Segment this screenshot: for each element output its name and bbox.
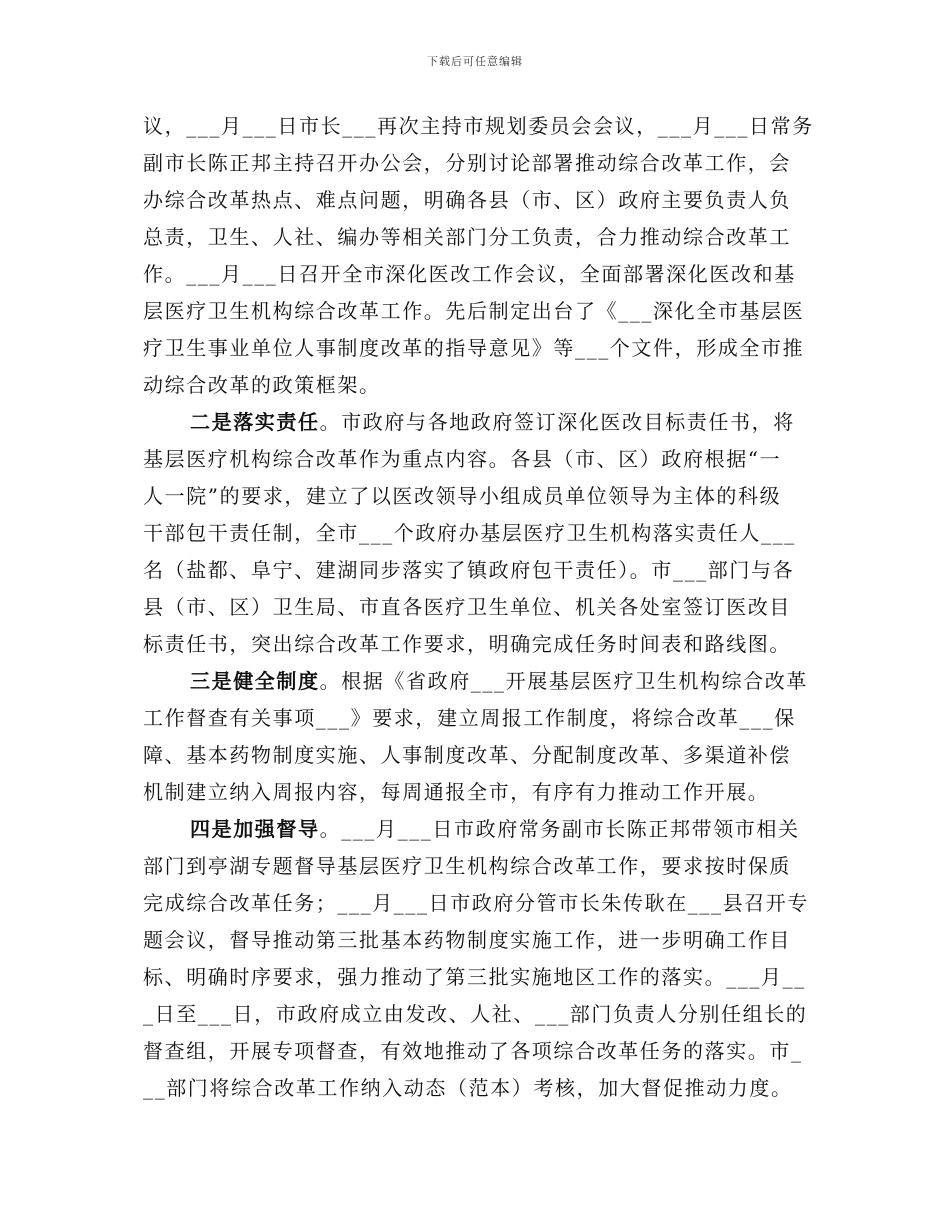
text-line <box>143 1033 813 1070</box>
page-header: 下载后可任意编辑 <box>427 55 523 68</box>
text-line <box>143 774 813 811</box>
line-text: 层医疗卫生机构综合改革工作。先后制定出台了《___深化全市基层医 <box>143 299 805 323</box>
text-line <box>143 367 813 404</box>
line-text: 疗卫生事业单位人事制度改革的指导意见》等___个文件，形成全市推 <box>143 336 805 360</box>
line-text: 。___月___日市政府常务副市长陈正邦带领市相关 <box>319 817 800 841</box>
line-text: __部门将综合改革工作纳入动态（范本）考核，加大督促推动力度。 <box>143 1076 793 1100</box>
line-text: 人一院”的要求，建立了以医改领导小组成员单位领导为主体的科级 <box>143 484 782 508</box>
text-line <box>143 848 813 885</box>
text-line <box>143 811 813 848</box>
line-text: 副市长陈正邦主持召开办公会，分别讨论部署推动综合改革工作，会 <box>143 151 791 175</box>
line-text: 。市政府与各地政府签订深化医改目标责任书，将 <box>319 410 795 434</box>
paragraph <box>143 663 813 811</box>
text-line <box>143 589 813 626</box>
text-line <box>143 108 813 145</box>
text-line <box>143 515 813 552</box>
line-text: 障、基本药物制度实施、人事制度改革、分配制度改革、多渠道补偿 <box>143 743 791 767</box>
text-line <box>143 145 813 182</box>
text-line <box>143 404 813 441</box>
line-text: 县（市、区）卫生局、市直各医疗卫生单位、机关各处室签订医改目 <box>143 595 791 619</box>
text-line <box>143 996 813 1033</box>
paragraph-heading: 四是加强督导 <box>190 817 320 841</box>
line-text: 标责任书，突出综合改革工作要求，明确完成任务时间表和路线图。 <box>143 632 791 656</box>
paragraph <box>143 108 813 404</box>
line-text: 作。___月___日召开全市深化医改工作会议，全面部署深化医改和基 <box>143 262 796 286</box>
line-text: 机制建立纳入周报内容，每周通报全市，有序有力推动工作开展。 <box>143 780 770 804</box>
line-text: 完成综合改革任务；___月___日市政府分管市长朱传耿在___县召开专 <box>143 891 809 915</box>
line-text: 。根据《省政府___开展基层医疗卫生机构综合改革 <box>319 669 809 693</box>
line-text: 督查组，开展专项督查，有效地推动了各项综合改革任务的落实。市_ <box>143 1039 803 1063</box>
line-text: 部门到亭湖专题督导基层医疗卫生机构综合改革工作，要求按时保质 <box>143 854 791 878</box>
line-text: 动综合改革的政策框架。 <box>143 373 381 397</box>
text-line <box>143 478 813 515</box>
paragraph <box>143 404 813 663</box>
line-text: 工作督查有关事项___》要求，建立周报工作制度，将综合改革___保 <box>143 706 796 730</box>
line-text: 题会议，督导推动第三批基本药物制度实施工作，进一步明确工作目 <box>143 928 791 952</box>
document-body <box>143 108 813 1107</box>
text-line <box>143 1070 813 1107</box>
text-line <box>143 441 813 478</box>
paragraph <box>143 811 813 1107</box>
line-text: _日至___日，市政府成立由发改、人社、___部门负责人分别任组长的 <box>143 1002 808 1026</box>
paragraph-heading: 三是健全制度 <box>190 669 320 693</box>
line-text: 议，___月___日市长___再次主持市规划委员会会议，___月___日常务 <box>143 114 814 138</box>
text-line <box>143 293 813 330</box>
text-line <box>143 737 813 774</box>
text-line <box>143 959 813 996</box>
line-text: 名（盐都、阜宁、建湖同步落实了镇政府包干责任）。市___部门与各 <box>143 558 795 582</box>
text-line <box>143 922 813 959</box>
text-line <box>143 663 813 700</box>
text-line <box>143 626 813 663</box>
text-line <box>143 330 813 367</box>
text-line <box>143 182 813 219</box>
text-line <box>143 885 813 922</box>
text-line <box>143 700 813 737</box>
text-line <box>143 219 813 256</box>
text-line <box>143 552 813 589</box>
text-line <box>143 256 813 293</box>
line-text: 总责，卫生、人社、编办等相关部门分工负责，合力推动综合改革工 <box>143 225 791 249</box>
paragraph-heading: 二是落实责任 <box>190 410 320 434</box>
line-text: 办综合改革热点、难点问题，明确各县（市、区）政府主要负责人负 <box>143 188 791 212</box>
line-text: 基层医疗机构综合改革作为重点内容。各县（市、区）政府根据“一 <box>143 447 782 471</box>
line-text: 标、明确时序要求，强力推动了第三批实施地区工作的落实。___月__ <box>143 965 806 989</box>
line-text: 干部包干责任制，全市___个政府办基层医疗卫生机构落实责任人___ <box>143 521 796 545</box>
